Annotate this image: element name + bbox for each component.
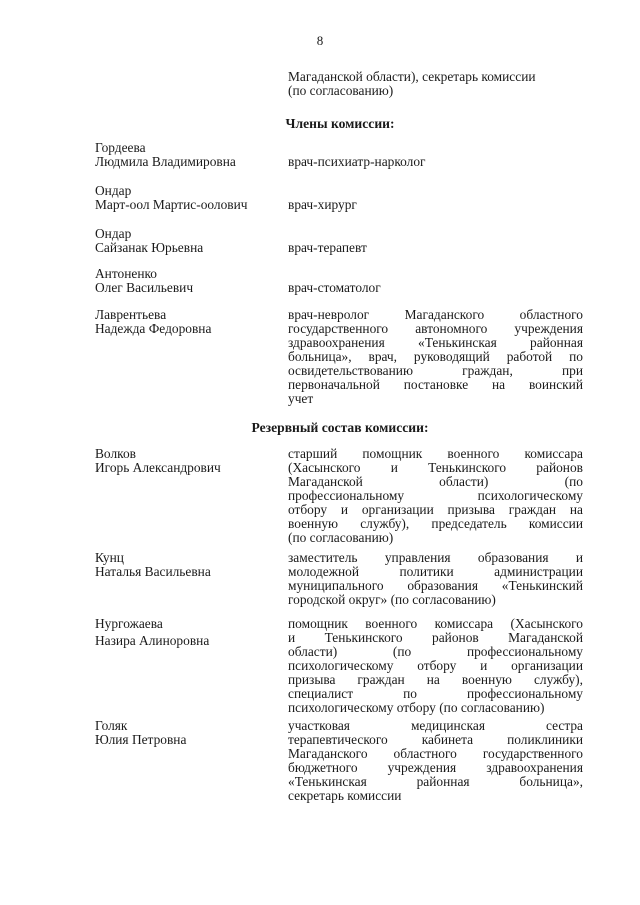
member-given-names: Надежда Федоровна — [95, 321, 212, 336]
member-given-names: Людмила Владимировна — [95, 154, 236, 169]
role-line: бюджетного учреждения здравоохранения — [288, 760, 583, 775]
member-surname: Антоненко — [95, 266, 158, 281]
role-line: области) (по профессиональному — [288, 644, 583, 659]
role-line: муниципального образования «Тенькинский — [288, 578, 583, 593]
member-role — [288, 198, 583, 212]
reserve-given-names: Назира Алиноровна — [95, 633, 210, 648]
continuation-line: Магаданской области), секретарь комиссии — [288, 69, 536, 84]
role-line: профессиональному психологическому — [288, 488, 583, 503]
member-role — [288, 281, 583, 295]
member-given-names: Март-оол Мартис-оолович — [95, 197, 248, 212]
role-line: терапевтического кабинета поликлиники — [288, 732, 583, 747]
role-line: участковая медицинская сестра — [288, 718, 583, 733]
reserve-surname: Нургожаева — [95, 616, 163, 631]
role-line: врач-невролог Магаданского областного — [288, 307, 583, 322]
members-heading: Члены комиссии: — [285, 116, 395, 131]
reserve-role — [288, 447, 583, 545]
member-given-names: Олег Васильевич — [95, 280, 194, 295]
role-line: (Хасынского и Тенькинского районов — [288, 460, 583, 475]
member-name — [95, 267, 285, 295]
role-line: психологическому отбору (по согласованию) — [288, 700, 545, 715]
reserve-role — [288, 617, 583, 715]
role-line: и Тенькинского районов Магаданской — [288, 630, 583, 645]
reserve-name — [95, 551, 285, 579]
reserve-name — [95, 719, 285, 747]
role-line: здравоохранения «Тенькинская районная — [288, 335, 583, 350]
role-line: Магаданской области) (по — [288, 474, 583, 489]
role-line: государственного автономного учреждения — [288, 321, 583, 336]
role-line: врач-психиатр-нарколог — [288, 154, 426, 169]
role-line: молодежной политики администрации — [288, 564, 583, 579]
member-surname: Гордеева — [95, 140, 146, 155]
reserve-heading: Резервный состав комиссии: — [251, 420, 429, 435]
member-surname: Ондар — [95, 226, 132, 241]
role-line: заместитель управления образования и — [288, 550, 583, 565]
role-line: городской округ» (по согласованию) — [288, 592, 496, 607]
role-line: секретарь комиссии — [288, 788, 402, 803]
reserve-role — [288, 551, 583, 607]
role-line: «Тенькинская районная больница», — [288, 774, 583, 789]
role-line: больница», врач, руководящий работой по — [288, 349, 583, 364]
role-line: психологическому отбору и организации — [288, 658, 583, 673]
reserve-given-names: Наталья Васильевна — [95, 564, 211, 579]
member-surname: Лаврентьева — [95, 307, 167, 322]
role-line: врач-терапевт — [288, 240, 367, 255]
member-name — [95, 141, 285, 169]
role-line: врач-стоматолог — [288, 280, 381, 295]
role-line: призыва граждан на военную службу), — [288, 672, 583, 687]
member-name — [95, 308, 285, 336]
role-line: освидетельствованию граждан, при — [288, 363, 583, 378]
reserve-name — [95, 447, 285, 475]
member-role — [288, 241, 583, 255]
role-line: военную службу), председатель комиссии — [288, 516, 583, 531]
reserve-role — [288, 719, 583, 803]
reserve-name — [95, 617, 285, 648]
role-line: старший помощник военного комиссара — [288, 446, 583, 461]
member-surname: Ондар — [95, 183, 132, 198]
continuation-text — [288, 70, 588, 98]
member-role — [288, 308, 583, 406]
member-name — [95, 184, 285, 212]
role-line: (по согласованию) — [288, 530, 394, 545]
continuation-line: (по согласованию) — [288, 83, 394, 98]
reserve-given-names: Игорь Александрович — [95, 460, 221, 475]
member-role — [288, 155, 583, 169]
reserve-surname: Голяк — [95, 718, 128, 733]
role-line: первоначальной постановке на воинский — [288, 377, 583, 392]
role-line: специалист по профессиональному — [288, 686, 583, 701]
reserve-surname: Кунц — [95, 550, 124, 565]
reserve-surname: Волков — [95, 446, 136, 461]
role-line: учет — [288, 391, 314, 406]
role-line: помощник военного комиссара (Хасынского — [288, 616, 583, 631]
role-line: Магаданского областного государственного — [288, 746, 583, 761]
page-number: 8 — [316, 33, 324, 48]
member-given-names: Сайзанак Юрьевна — [95, 240, 204, 255]
role-line: отбору и организации призыва граждан на — [288, 502, 583, 517]
member-name — [95, 227, 285, 255]
reserve-given-names: Юлия Петровна — [95, 732, 187, 747]
role-line: врач-хирург — [288, 197, 357, 212]
